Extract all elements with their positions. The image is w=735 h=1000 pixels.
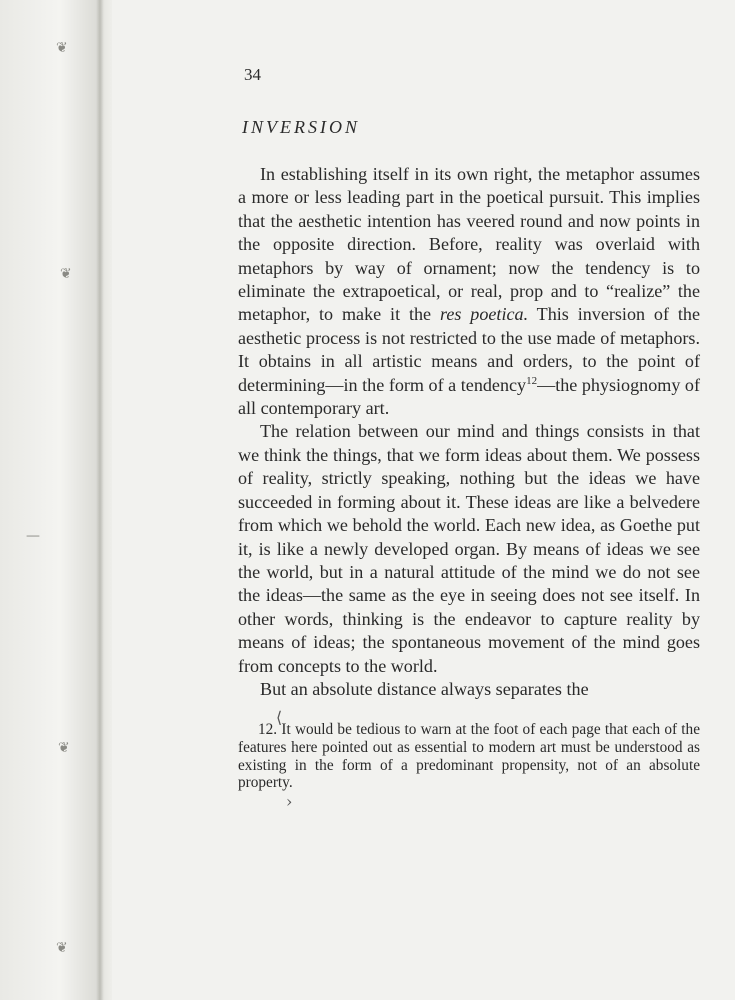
binding-gutter bbox=[0, 0, 112, 1000]
margin-mark: ❦ bbox=[56, 40, 68, 56]
margin-mark: ❦ bbox=[58, 740, 70, 756]
paragraph-text: In establishing itself in its own right, the metaphor assumes a more or less leading part in the poetical pursuit. This implies that the aesthetic intention has veered round and now points in the opposite direction. Before, reality was overlaid with metaphors by way of ornament; now the tendency is to eliminate the extrapoetical, or real, prop and to “realize” the metaphor, to make it the bbox=[238, 164, 700, 325]
paragraph-text: This inversion of the aesthetic process is not restricted to the use made of metaphors. It obtains in all artistic means and orders, to the point of determining—in the form of a tendency bbox=[238, 304, 700, 395]
pencil-mark: ⟨ bbox=[276, 708, 283, 727]
footnote: 12. It would be tedious to warn at the foot of each page that each of the features here pointed out as essential to modern art must be understood as existing in the form of a predominant propensity, not of an absolute property. bbox=[238, 721, 700, 792]
footnote-reference: 12 bbox=[526, 374, 538, 387]
margin-mark: ❦ bbox=[56, 940, 68, 956]
body-text bbox=[238, 163, 700, 701]
book-page bbox=[238, 55, 700, 792]
margin-mark: — bbox=[26, 528, 40, 544]
paragraph-text: —the physiognomy of all contemporary art. bbox=[238, 374, 701, 419]
paragraph bbox=[238, 163, 700, 420]
paragraph: The relation between our mind and things consists in that we think the things, that we form ideas about them. We possess of reality, strictly speaking, nothing but the ideas we have succeeded in forming about it. These ideas are like a belvedere from which we behold the world. Each new idea, as Goethe put it, is like a newly developed organ. By means of ideas we see the world, but in a natural attitude of the mind we do not see the ideas—the same as the eye in seeing does not see itself. In other words, thinking is the endeavor to capture reality by means of ideas; the spontaneous movement of the mind goes from concepts to the world. bbox=[238, 421, 700, 676]
page-number: 34 bbox=[244, 65, 261, 84]
margin-mark: ❦ bbox=[60, 266, 72, 282]
running-heading: INVERSION bbox=[242, 117, 360, 137]
italic-term: res poetica. bbox=[439, 304, 529, 325]
paragraph: But an absolute distance always separates the bbox=[260, 678, 589, 699]
pencil-mark: › bbox=[286, 792, 293, 811]
